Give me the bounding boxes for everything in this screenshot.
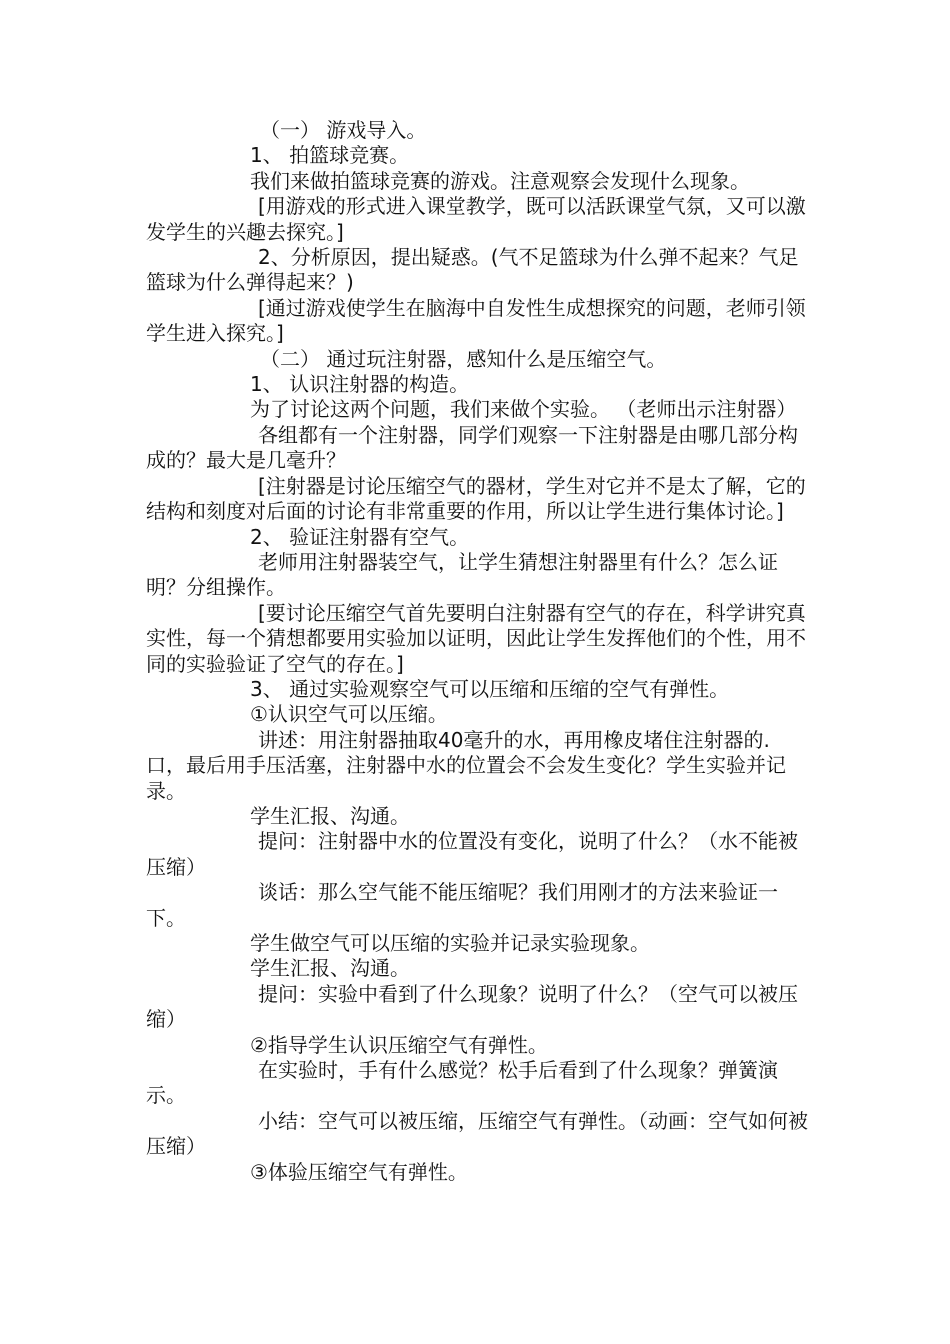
paragraph: 我们来做拍篮球竞赛的游戏。注意观察会发现什么现象。 (250, 168, 750, 193)
paragraph: 1、 认识注射器的构造。 (250, 372, 470, 397)
paragraph: [用游戏的形式进入课堂教学，既可以活跃课堂气氛，又可以激发学生的兴趣去探究。] (146, 194, 806, 244)
paragraph: 提问：实验中看到了什么现象？说明了什么？（空气可以被压缩） (146, 981, 798, 1032)
paragraph: 3、 通过实验观察空气可以压缩和压缩的空气有弹性。 (250, 676, 730, 701)
paragraph: 小结：空气可以被压缩，压缩空气有弹性。（动画：空气如何被压缩） (146, 1108, 808, 1159)
paragraph: 谈话：那么空气能不能压缩呢？我们用刚才的方法来验证一下。 (146, 880, 778, 930)
paragraph: 提问：注射器中水的位置没有变化，说明了什么？（水不能被压缩） (146, 829, 798, 879)
paragraph: （一） 游戏导入。 (260, 118, 427, 142)
paragraph: [通过游戏使学生在脑海中自发性生成想探究的问题，老师引领学生进入探究。] (146, 295, 806, 346)
paragraph: 2、分析原因，提出疑惑。(气不足篮球为什么弹不起来？气足篮球为什么弹得起来？) (146, 245, 799, 295)
paragraph: 在实验时，手有什么感觉？松手后看到了什么现象？弹簧演示。 (146, 1058, 778, 1108)
paragraph: ③体验压缩空气有弹性。 (250, 1159, 468, 1184)
paragraph: 2、 验证注射器有空气。 (250, 524, 470, 549)
paragraph: 学生汇报、沟通。 (250, 803, 410, 828)
paragraph: [要讨论压缩空气首先要明白注射器有空气的存在，科学讲究真实性，每一个猜想都要用实验加以证明，因此让学生发挥他们的个性，用不同的实验验证了空气的存在。] (146, 600, 806, 676)
paragraph: （二） 通过玩注射器，感知什么是压缩空气。 (260, 346, 667, 371)
paragraph: [注射器是讨论压缩空气的器材，学生对它并不是太了解，它的结构和刻度对后面的讨论有非常重要的作用，所以让学生进行集体讨论。] (146, 473, 806, 524)
paragraph: ①认识空气可以压缩。 (250, 702, 448, 727)
paragraph: 为了讨论这两个问题，我们来做个实验。 （老师出示注射器） (250, 397, 797, 422)
paragraph: 学生汇报、沟通。 (250, 956, 410, 981)
paragraph: 讲述：用注射器抽取40毫升的水，再用橡皮堵住注射器的.口，最后用手压活塞，注射器中水的位置会不会发生变化？学生实验并记录。 (146, 727, 786, 803)
paragraph: 学生做空气可以压缩的实验并记录实验现象。 (250, 931, 650, 955)
document-body (146, 118, 808, 1185)
paragraph: 1、 拍篮球竞赛。 (250, 143, 410, 168)
paragraph: 各组都有一个注射器，同学们观察一下注射器是由哪几部分构成的？最大是几毫升？ (146, 422, 798, 473)
paragraph: 老师用注射器装空气，让学生猜想注射器里有什么？怎么证明？分组操作。 (146, 549, 778, 600)
paragraph: ②指导学生认识压缩空气有弹性。 (250, 1032, 548, 1057)
